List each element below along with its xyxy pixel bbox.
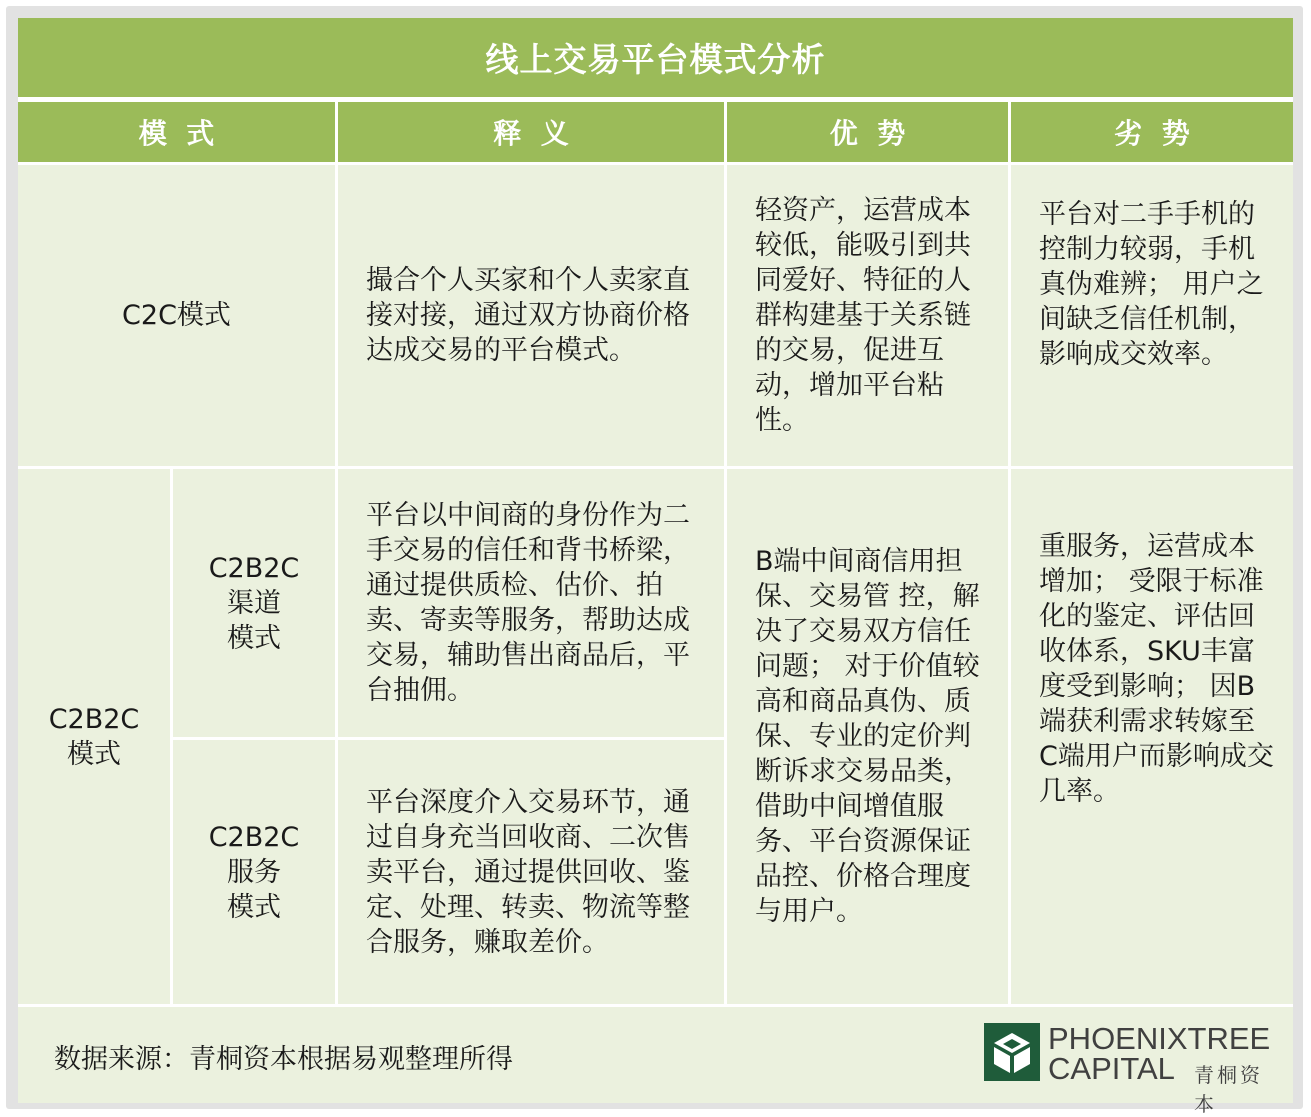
logo-wordmark-bottom: CAPITAL — [1048, 1051, 1175, 1086]
header-advantage: 优 势 — [727, 102, 1008, 162]
c2b2c-service-definition-cell — [338, 740, 724, 1004]
c2b2c-mode-line2: 模式 — [67, 738, 121, 770]
data-source-note: 数据来源：青桐资本根据易观整理所得 — [54, 1044, 513, 1075]
c2b2c-channel-mode-cell — [173, 469, 335, 737]
c2b2c-advantage-text: B端中间商信用担保、交易管 控，解决了交易双方信任问题； 对于价值较高和商品真伪、质保、专业的定价判断诉求交易品类，借助中间增值服务、平台资源保证品控、价格合理度与用户。 — [755, 546, 980, 927]
c2c-definition-text: 撮合个人买家和个人卖家直接对接，通过双方协商价格达成交易的平台模式。 — [366, 265, 690, 366]
c2b2c-advantage-cell — [727, 469, 1008, 1004]
service-definition-text: 平台深度介入交易环节，通过自身充当回收商、二次售卖平台，通过提供回收、鉴定、处理、转卖、物流等整合服务，赚取差价。 — [366, 786, 690, 958]
c2b2c-disadvantage-text: 重服务，运营成本增加； 受限于标准化的鉴定、评估回收体系，SKU丰富度受到影响； 因B端获利需求转嫁至 C端用户而影响成交几率。 — [1039, 531, 1274, 807]
header-mode: 模 式 — [18, 102, 335, 162]
phoenixtree-cube-logo-icon — [984, 1023, 1040, 1081]
table-title: 线上交易平台模式分析 — [18, 18, 1293, 97]
c2c-disadvantage-text: 平台对二手手机的控制力较弱，手机真伪难辨； 用户之间缺乏信任机制，影响成交效率。 — [1039, 199, 1264, 370]
logo-wordmark-top: PHOENIXTREE — [1048, 1021, 1271, 1056]
c2b2c-service-mode-cell — [173, 740, 335, 1004]
channel-mode-line3: 模式 — [227, 622, 281, 654]
header-definition: 释 义 — [338, 102, 724, 162]
c2c-mode-cell — [18, 165, 335, 466]
c2b2c-channel-definition-cell — [338, 469, 724, 737]
c2b2c-mode-line1: C2B2C — [48, 703, 140, 735]
c2b2c-mode-cell — [18, 469, 170, 1004]
phoenixtree-logo — [984, 1021, 1284, 1116]
channel-mode-line2: 渠道 — [227, 587, 281, 619]
c2c-mode-label: C2C模式 — [122, 300, 231, 331]
c2b2c-disadvantage-cell — [1011, 469, 1293, 1004]
c2c-disadvantage-cell — [1011, 165, 1293, 466]
channel-mode-line1: C2B2C — [208, 552, 300, 584]
header-disadvantage: 劣 势 — [1011, 102, 1293, 162]
channel-definition-text: 平台以中间商的身份作为二手交易的信任和背书桥梁，通过提供质检、估价、拍卖、寄卖等服务，帮助达成交易，辅助售出商品后，平台抽佣。 — [366, 500, 690, 706]
c2c-advantage-text: 轻资产，运营成本较低，能吸引到共同爱好、特征的人群构建基于关系链的交易，促进互动，增加平台粘性。 — [755, 195, 971, 436]
footer — [18, 1007, 1293, 1116]
service-mode-line1: C2B2C — [208, 821, 300, 853]
service-mode-line3: 模式 — [227, 891, 281, 923]
logo-chinese-name: 青桐资本 — [1194, 1063, 1263, 1116]
c2c-definition-cell — [338, 165, 724, 466]
c2c-advantage-cell — [727, 165, 1008, 466]
service-mode-line2: 服务 — [227, 856, 281, 888]
